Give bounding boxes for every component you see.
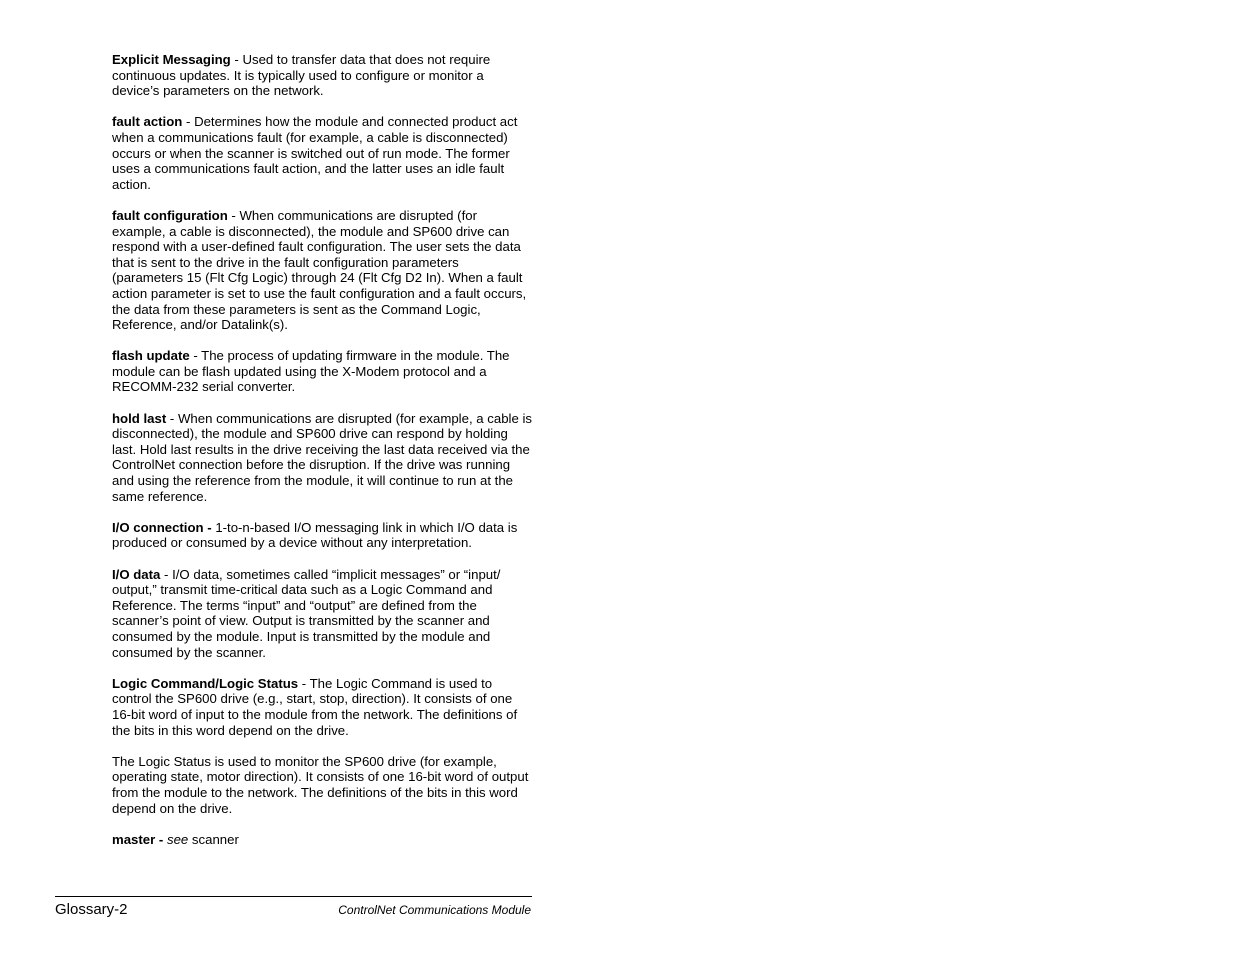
glossary-entry-io-connection bbox=[112, 520, 532, 551]
glossary-term: hold last bbox=[112, 410, 167, 426]
footer-rule bbox=[55, 896, 532, 897]
logic-status-paragraph: The Logic Status is used to monitor the SP600 drive (for example, operating state, motor direction). It consists of one 16-bit word of output from the module to the network. The definitions of the bits in this word depend on the drive. bbox=[112, 753, 529, 816]
glossary-definition: Determines how the module and connected product act when a communications fault (for example, a cable is disconnected) occurs or when the scanner is switched out of run mode. The former uses a communications fault action, and the latter uses an idle fault action. bbox=[112, 114, 518, 192]
glossary-term: I/O data bbox=[112, 566, 161, 582]
glossary-term: flash update bbox=[112, 348, 190, 364]
glossary-entry-fault-action bbox=[112, 114, 532, 192]
glossary-entry-hold-last bbox=[112, 411, 532, 505]
term-separator: - bbox=[160, 566, 173, 582]
glossary-entry-explicit-messaging bbox=[112, 52, 532, 99]
glossary-entry-flash-update bbox=[112, 348, 532, 395]
glossary-entry-logic-command bbox=[112, 676, 532, 738]
glossary-entry-master bbox=[112, 832, 532, 848]
term-separator: - bbox=[189, 348, 202, 364]
glossary-term: master - bbox=[112, 831, 164, 847]
term-separator: - bbox=[298, 675, 310, 691]
term-separator: - bbox=[166, 410, 178, 426]
see-target: scanner bbox=[191, 831, 239, 847]
glossary-term: Explicit Messaging bbox=[112, 52, 231, 67]
term-separator: - bbox=[182, 114, 195, 130]
glossary-term: fault action bbox=[112, 114, 183, 130]
glossary-entry-io-data bbox=[112, 567, 532, 661]
glossary-term: fault configuration bbox=[112, 207, 228, 223]
glossary-definition: I/O data, sometimes called “implicit messages” or “input/ output,” transmit time-critical data such as a Logic Command and Reference. The terms “input” and “output” are defined from the scanner’s point of view. Output is transmitted by the scanner and consumed by the module. Input is transmitted by the module and consumed by the scanner. bbox=[112, 566, 501, 660]
running-title: ControlNet Communications Module bbox=[338, 903, 531, 917]
glossary-definition: The Logic Command is used to control the SP600 drive (e.g., start, stop, direction). It consists of one 16-bit word of input to the module from the network. The definitions of the bits in this word depend on the drive. bbox=[112, 675, 518, 738]
term-separator: - bbox=[227, 207, 240, 223]
glossary-term: I/O connection - bbox=[112, 519, 212, 535]
glossary-definition: When communications are disrupted (for example, a cable is disconnected), the module and SP600 drive can respond by holding last. Hold last results in the drive receiving the last data received via the ControlNet connection before the disruption. If the drive was running and using the reference from the module, it will continue to run at the same reference. bbox=[112, 410, 532, 504]
glossary-term: Logic Command/Logic Status bbox=[112, 675, 299, 691]
glossary-definition: Used to transfer data that does not require continuous updates. It is typically used to configure or monitor a device’s parameters on the network. bbox=[112, 52, 491, 99]
page-number: Glossary-2 bbox=[55, 901, 128, 918]
glossary-content bbox=[112, 52, 532, 863]
glossary-definition: When communications are disrupted (for example, a cable is disconnected), the module and SP600 drive can respond with a user-defined fault configuration. The user sets the data that is sent to the drive in the fault configuration parameters (parameters 15 (Flt Cfg Logic) through 24 (Flt Cfg D2 In). When a fault action parameter is set to use the fault configuration and a fault occurs, the data from these parameters is sent as the Command Logic, Reference, and/or Datalink(s). bbox=[112, 207, 527, 333]
see-reference: see bbox=[166, 831, 189, 847]
term-separator: - bbox=[230, 52, 243, 67]
glossary-entry-fault-configuration bbox=[112, 208, 532, 333]
glossary-definition: The process of updating firmware in the module. The module can be flash updated using the X-Modem protocol and a RECOMM-232 serial converter. bbox=[112, 348, 510, 395]
glossary-definition: 1-to-n-based I/O messaging link in which I/O data is produced or consumed by a device without any interpretation. bbox=[112, 519, 518, 551]
